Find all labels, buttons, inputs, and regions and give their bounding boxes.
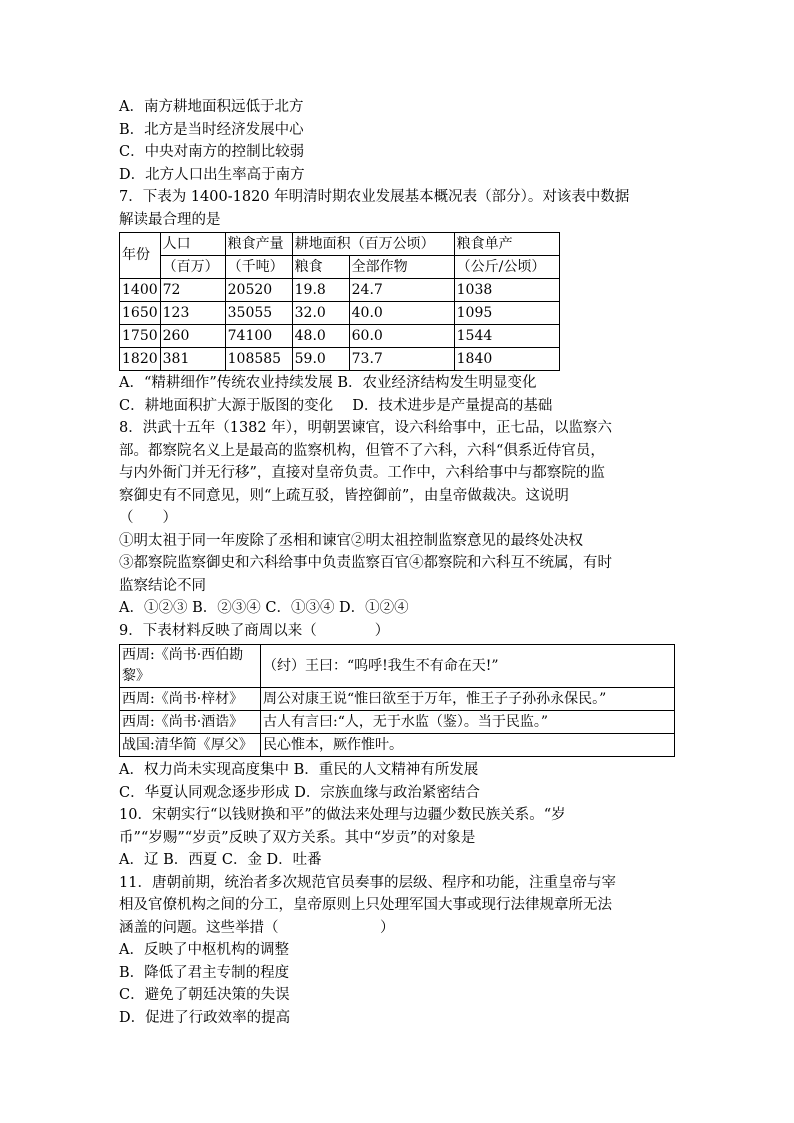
q11-line: 涵盖的问题。这些举措（ ） (119, 919, 395, 936)
option-b: B．北方是当时经济发展中心 (119, 121, 304, 138)
cell-grain: 35055 (225, 302, 292, 325)
table-row (120, 734, 675, 757)
header-grain-yield-unit: （公斤/公顷） (454, 256, 559, 279)
cell-area-grain: 59.0 (292, 348, 349, 371)
table-row (120, 645, 675, 688)
q8-line: 部。都察院名义上是最高的监察机构，但管不了六科，六科“俱系近侍官员， (119, 442, 605, 459)
header-grain-output: 粮食产量 (225, 233, 292, 256)
cell-source: 西周:《尚书·酒诰》 (120, 711, 261, 734)
cell-pop: 381 (160, 348, 225, 371)
header-grain-output-unit: （千吨） (225, 256, 292, 279)
cell-yield: 1095 (454, 302, 559, 325)
question-11 (119, 872, 679, 1030)
cell-yield: 1840 (454, 348, 559, 371)
cell-grain: 20520 (225, 279, 292, 302)
q11-line: 11．唐朝前期，统治者多次规范官员奏事的层级、程序和功能，注重皇帝与宰 (119, 874, 616, 891)
q7-options-ab: A．“精耕细作”传统农业持续发展 B．农业经济结构发生明显变化 (119, 375, 537, 391)
cell-area-grain: 48.0 (292, 325, 349, 348)
cell-source: 西周:《尚书·西伯勘黎》 (120, 645, 261, 688)
cell-area-all: 40.0 (349, 302, 454, 325)
option-a: A．南方耕地面积远低于北方 (119, 99, 304, 115)
q10-line: 10．宋朝实行“以钱财换和平”的做法来处理与边疆少数民族关系。“岁 (119, 807, 566, 823)
header-farmland-area: 耕地面积（百万公顷） (292, 233, 454, 256)
cell-source: 战国:清华简《厚父》 (120, 734, 261, 757)
table-row (120, 688, 675, 711)
header-population-unit: （百万） (160, 256, 225, 279)
q8-line: 察御史有不同意见，则“上疏互驳，皆控御前”，由皇帝做裁决。这说明 (119, 487, 569, 504)
cell-area-all: 73.7 (349, 348, 454, 371)
question-8 (119, 417, 679, 620)
q8-statement: 监察结论不同 (119, 577, 206, 594)
agriculture-table (119, 232, 560, 371)
prev-question-options (119, 96, 679, 186)
header-grain-yield: 粮食单产 (454, 233, 559, 256)
q10-options: A．辽 B．西夏 C．金 D．吐番 (119, 852, 322, 868)
q10-line: 币”“岁赐”“岁贡”反映了双方关系。其中“岁贡”的对象是 (119, 829, 476, 846)
header-year: 年份 (120, 233, 161, 279)
table-row (120, 302, 560, 325)
q8-statement: ①明太祖于同一年废除了丞相和谏官②明太祖控制监察意见的最终处决权 (119, 532, 583, 549)
cell-pop: 123 (160, 302, 225, 325)
option-d: D．北方人口出生率高于南方 (119, 166, 305, 183)
header-area-all: 全部作物 (349, 256, 454, 279)
cell-area-grain: 32.0 (292, 302, 349, 325)
option-c: C．中央对南方的控制比较弱 (119, 144, 305, 160)
question-7 (119, 186, 679, 417)
exam-page (119, 96, 679, 1029)
cell-year: 1400 (120, 279, 161, 302)
cell-year: 1820 (120, 348, 161, 371)
question-9 (119, 620, 679, 805)
cell-yield: 1544 (454, 325, 559, 348)
q8-options: A．①②③ B．②③④ C．①③④ D．①②④ (119, 600, 409, 616)
q7-stem-line1: 7．下表为 1400-1820 年明清时期农业发展基本概况表（部分）。对该表中数据 (119, 189, 630, 205)
cell-grain: 74100 (225, 325, 292, 348)
q11-option-b: B．降低了君主专制的程度 (119, 964, 290, 981)
header-area-grain: 粮食 (292, 256, 349, 279)
cell-area-grain: 19.8 (292, 279, 349, 302)
cell-quote: 周公对康王说“惟曰欲至于万年，惟王子子孙孙永保民。” (261, 688, 675, 711)
q7-options-cd: C．耕地面积扩大源于版图的变化 D．技术进步是产量提高的基础 (119, 397, 553, 414)
cell-pop: 72 (160, 279, 225, 302)
cell-quote: 民心惟本，厥作惟叶。 (261, 734, 675, 757)
cell-grain: 108585 (225, 348, 292, 371)
cell-year: 1650 (120, 302, 161, 325)
q11-option-c: C．避免了朝廷决策的失误 (119, 987, 290, 1003)
cell-quote: （纣）王曰：“呜呼!我生不有命在天!” (261, 645, 675, 688)
q8-line: 8．洪武十五年（1382 年），明朝罢谏官，设六科给事中，正七品，以监察六 (119, 420, 612, 436)
q9-options-cd: C．华夏认同观念逐步形成 D．宗族血缘与政治紧密结合 (119, 784, 480, 801)
cell-yield: 1038 (454, 279, 559, 302)
q8-answer-blank: （ ） (119, 510, 177, 526)
header-population: 人口 (160, 233, 225, 256)
q11-option-d: D．促进了行政效率的提高 (119, 1009, 291, 1026)
cell-area-all: 60.0 (349, 325, 454, 348)
q11-option-a: A．反映了中枢机构的调整 (119, 942, 289, 958)
table-row (120, 279, 560, 302)
cell-area-all: 24.7 (349, 279, 454, 302)
q11-line: 相及官僚机构之间的分工，皇帝原则上只处理军国大事或现行法律规章所无法 (119, 897, 612, 913)
q7-stem-line2: 解读最合理的是 (119, 211, 221, 228)
question-10 (119, 804, 679, 872)
cell-pop: 260 (160, 325, 225, 348)
source-table (119, 644, 675, 757)
table-row (120, 325, 560, 348)
q9-stem: 9．下表材料反映了商周以来（ ） (119, 622, 390, 639)
table-row (120, 711, 675, 734)
cell-source: 西周:《尚书·梓材》 (120, 688, 261, 711)
cell-quote: 古人有言曰:“人，无于水监（鉴）。当于民监。” (261, 711, 675, 734)
q8-line: 与内外衙门并无行移”，直接对皇帝负责。工作中，六科给事中与都察院的监 (119, 465, 605, 481)
q9-options-ab: A．权力尚未实现高度集中 B．重民的人文精神有所发展 (119, 762, 479, 778)
q8-statement: ③都察院监察御史和六科给事中负责监察百官④都察院和六科互不统属，有时 (119, 555, 612, 571)
cell-year: 1750 (120, 325, 161, 348)
table-row (120, 348, 560, 371)
